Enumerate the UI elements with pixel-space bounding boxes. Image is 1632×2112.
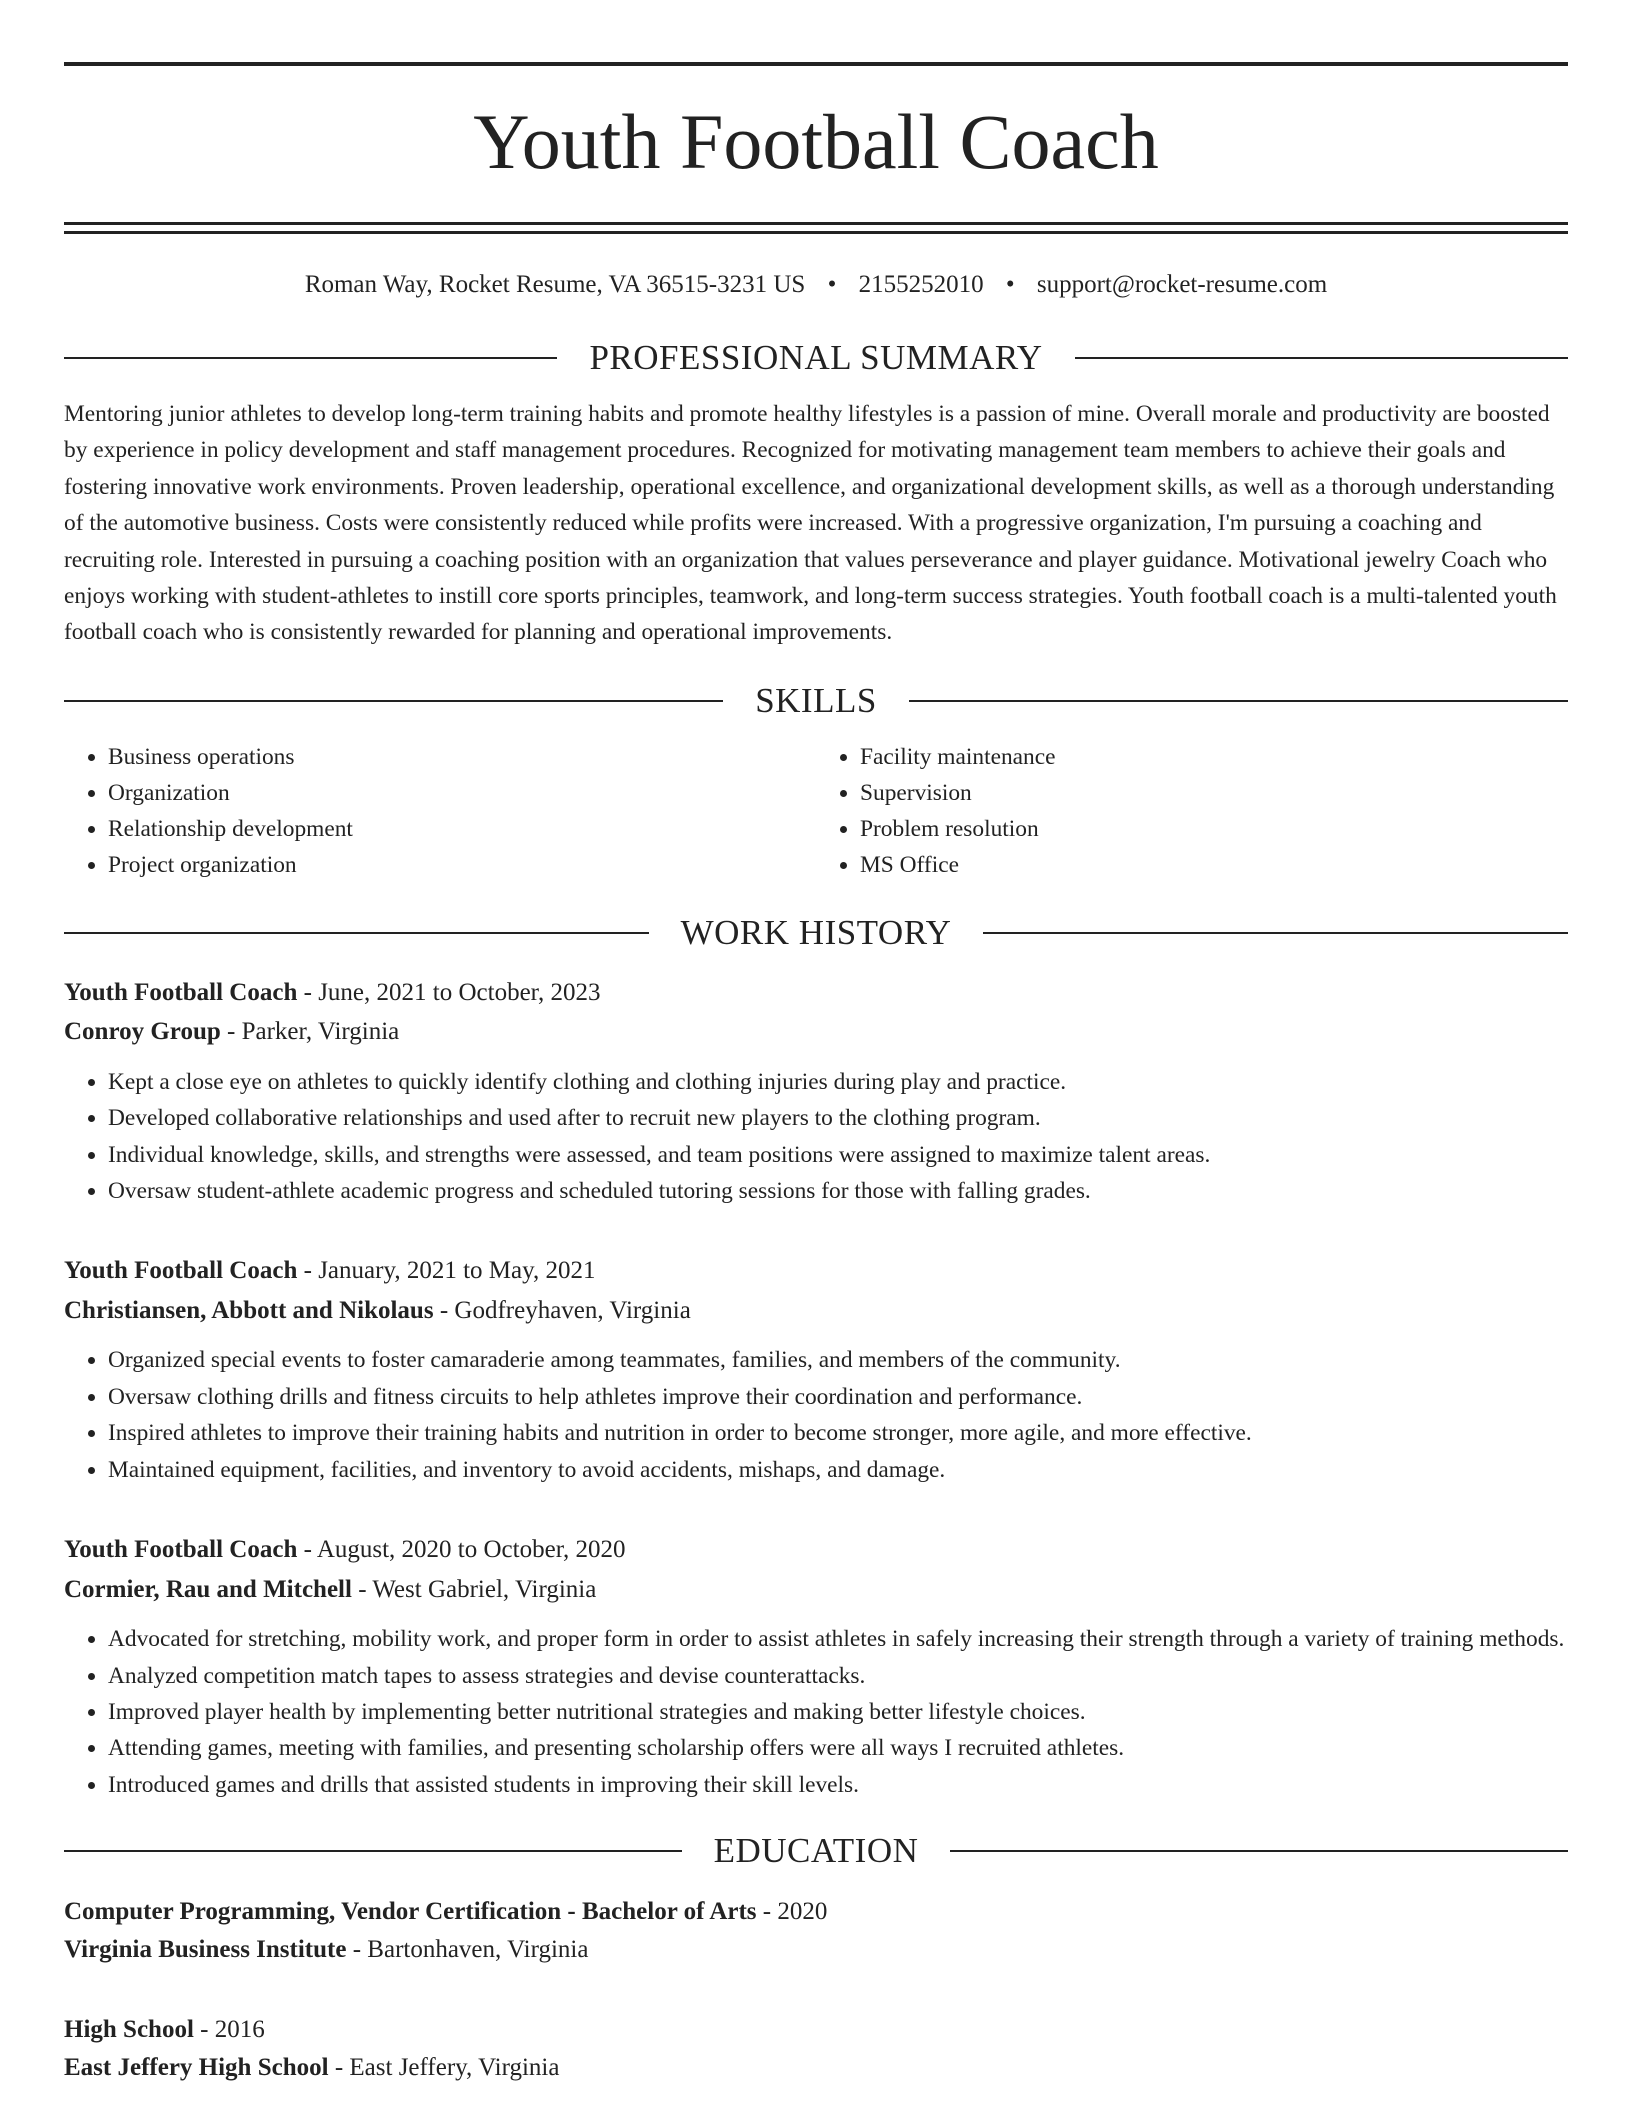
- candidate-name: Youth Football Coach: [473, 98, 1159, 185]
- summary-title: PROFESSIONAL SUMMARY: [589, 338, 1043, 377]
- summary-header: [64, 338, 1568, 378]
- contact-separator: •: [827, 271, 837, 298]
- job-bullet: • Maintained equipment, facilities, and inventory to avoid accidents, mishaps, and damage.: [108, 1452, 1568, 1488]
- skill-item: • Relationship development: [108, 811, 816, 847]
- job-company: Conroy Group: [64, 1018, 221, 1046]
- job-bullets: [64, 1621, 1568, 1803]
- job-entry: [64, 1530, 1568, 1803]
- education-entry: [64, 1893, 1568, 1969]
- section-rule: [64, 700, 723, 702]
- education-school: Virginia Business Institute: [64, 1936, 347, 1964]
- job-dates: - June, 2021 to October, 2023: [297, 978, 601, 1006]
- job-bullet: • Attending games, meeting with families, and presenting scholarship offers were all ways I recruited athletes.: [108, 1730, 1568, 1766]
- skill-item: • Problem resolution: [860, 811, 1568, 847]
- contact-address: Roman Way, Rocket Resume, VA 36515-3231 US: [304, 271, 806, 298]
- skills-column-right: [816, 739, 1568, 883]
- skill-item: • Project organization: [108, 847, 816, 883]
- summary-text: Mentoring junior athletes to develop long-term training habits and promote healthy lifestyles is a passion of mine. Overall morale and productivity are boosted by experience in policy development and staff management procedures. Recognized for motivating management team members to achieve their goals and fostering innovative work environments. Proven leadership, operational excellence, and organizational development skills, as well as a thorough understanding of the automotive business. Costs were consistently reduced while profits were increased. With a progressive organization, I'm pursuing a coaching and recruiting role. Interested in pursuing a coaching position with an organization that values perseverance and player guidance. Motivational jewelry Coach who enjoys working with student-athletes to instill core sports principles, teamwork, and long-term success strategies. Youth football coach is a multi-talented youth football coach who is consistently rewarded for planning and operational improvements.: [64, 401, 1557, 646]
- job-role: Youth Football Coach: [64, 1257, 298, 1285]
- job-bullet: • Developed collaborative relationships and used after to recruit new players to the clothing program.: [108, 1100, 1568, 1136]
- contact-phone: 2155252010: [858, 271, 984, 298]
- work-header: [64, 913, 1568, 953]
- education-degree: High School: [64, 2016, 194, 2044]
- skill-item: • Facility maintenance: [860, 739, 1568, 775]
- job-bullet: • Oversaw student-athlete academic progress and scheduled tutoring sessions for those with falling grades.: [108, 1173, 1568, 1209]
- skills-column-left: [64, 739, 816, 883]
- section-rule: [64, 1850, 682, 1852]
- job-entry: [64, 973, 1568, 1210]
- job-bullet: • Analyzed competition match tapes to assess strategies and devise counterattacks.: [108, 1658, 1568, 1694]
- resume-page: [64, 0, 1568, 2087]
- education-entry: [64, 2011, 1568, 2087]
- skill-item: • Organization: [108, 775, 816, 811]
- contact-separator: •: [1005, 271, 1015, 298]
- job-entry: [64, 1251, 1568, 1488]
- education-degree: Computer Programming, Vendor Certification - Bachelor of Arts: [64, 1898, 757, 1926]
- job-bullet: • Individual knowledge, skills, and strengths were assessed, and team positions were assigned to maximize talent areas.: [108, 1137, 1568, 1173]
- name-rule-lower: [64, 231, 1568, 234]
- job-location: - Parker, Virginia: [220, 1018, 400, 1046]
- job-company: Cormier, Rau and Mitchell: [64, 1575, 352, 1603]
- section-rule: [909, 700, 1568, 702]
- job-role: Youth Football Coach: [64, 978, 298, 1006]
- education-title: EDUCATION: [713, 1831, 919, 1871]
- job-role: Youth Football Coach: [64, 1536, 298, 1564]
- job-bullet: • Inspired athletes to improve their training habits and nutrition in order to become stronger, more agile, and more effective.: [108, 1415, 1568, 1451]
- education-school: East Jeffery High School: [64, 2054, 329, 2082]
- education-header: [64, 1831, 1568, 1871]
- job-bullet: • Improved player health by implementing better nutritional strategies and making better lifestyle choices.: [108, 1694, 1568, 1730]
- job-bullets: [64, 1342, 1568, 1488]
- job-location: - Godfreyhaven, Virginia: [433, 1296, 691, 1324]
- section-rule: [64, 932, 649, 934]
- job-bullet: • Kept a close eye on athletes to quickly identify clothing and clothing injuries during play and practice.: [108, 1064, 1568, 1100]
- education-year: - 2020: [756, 1898, 828, 1926]
- name-rule-upper: [64, 222, 1568, 225]
- job-dates: - August, 2020 to October, 2020: [297, 1536, 626, 1564]
- job-bullet: • Advocated for stretching, mobility work, and proper form in order to assist athletes in safely increasing their strength through a variety of training methods.: [108, 1621, 1568, 1657]
- job-bullet: • Oversaw clothing drills and fitness circuits to help athletes improve their coordination and performance.: [108, 1379, 1568, 1415]
- job-bullet: • Introduced games and drills that assisted students in improving their skill levels.: [108, 1767, 1568, 1803]
- skill-item: • MS Office: [860, 847, 1568, 883]
- section-rule: [950, 1850, 1568, 1852]
- job-bullet: • Organized special events to foster camaraderie among teammates, families, and members of the community.: [108, 1342, 1568, 1378]
- contact-line: [64, 270, 1568, 300]
- job-dates: - January, 2021 to May, 2021: [297, 1257, 596, 1285]
- skills-header: [64, 681, 1568, 721]
- section-rule: [64, 357, 557, 359]
- skills-list: [64, 739, 1568, 883]
- education-year: - 2016: [193, 2016, 265, 2044]
- work-title: WORK HISTORY: [680, 912, 952, 952]
- section-rule: [1075, 357, 1568, 359]
- education-location: - Bartonhaven, Virginia: [346, 1936, 589, 1964]
- section-rule: [983, 932, 1568, 934]
- contact-email: support@rocket-resume.com: [1036, 271, 1328, 298]
- education-location: - East Jeffery, Virginia: [328, 2054, 560, 2082]
- job-bullets: [64, 1064, 1568, 1210]
- skill-item: • Supervision: [860, 775, 1568, 811]
- job-location: - West Gabriel, Virginia: [351, 1575, 597, 1603]
- job-company: Christiansen, Abbott and Nikolaus: [64, 1296, 434, 1324]
- skill-item: • Business operations: [108, 739, 816, 775]
- skills-title: SKILLS: [755, 680, 877, 720]
